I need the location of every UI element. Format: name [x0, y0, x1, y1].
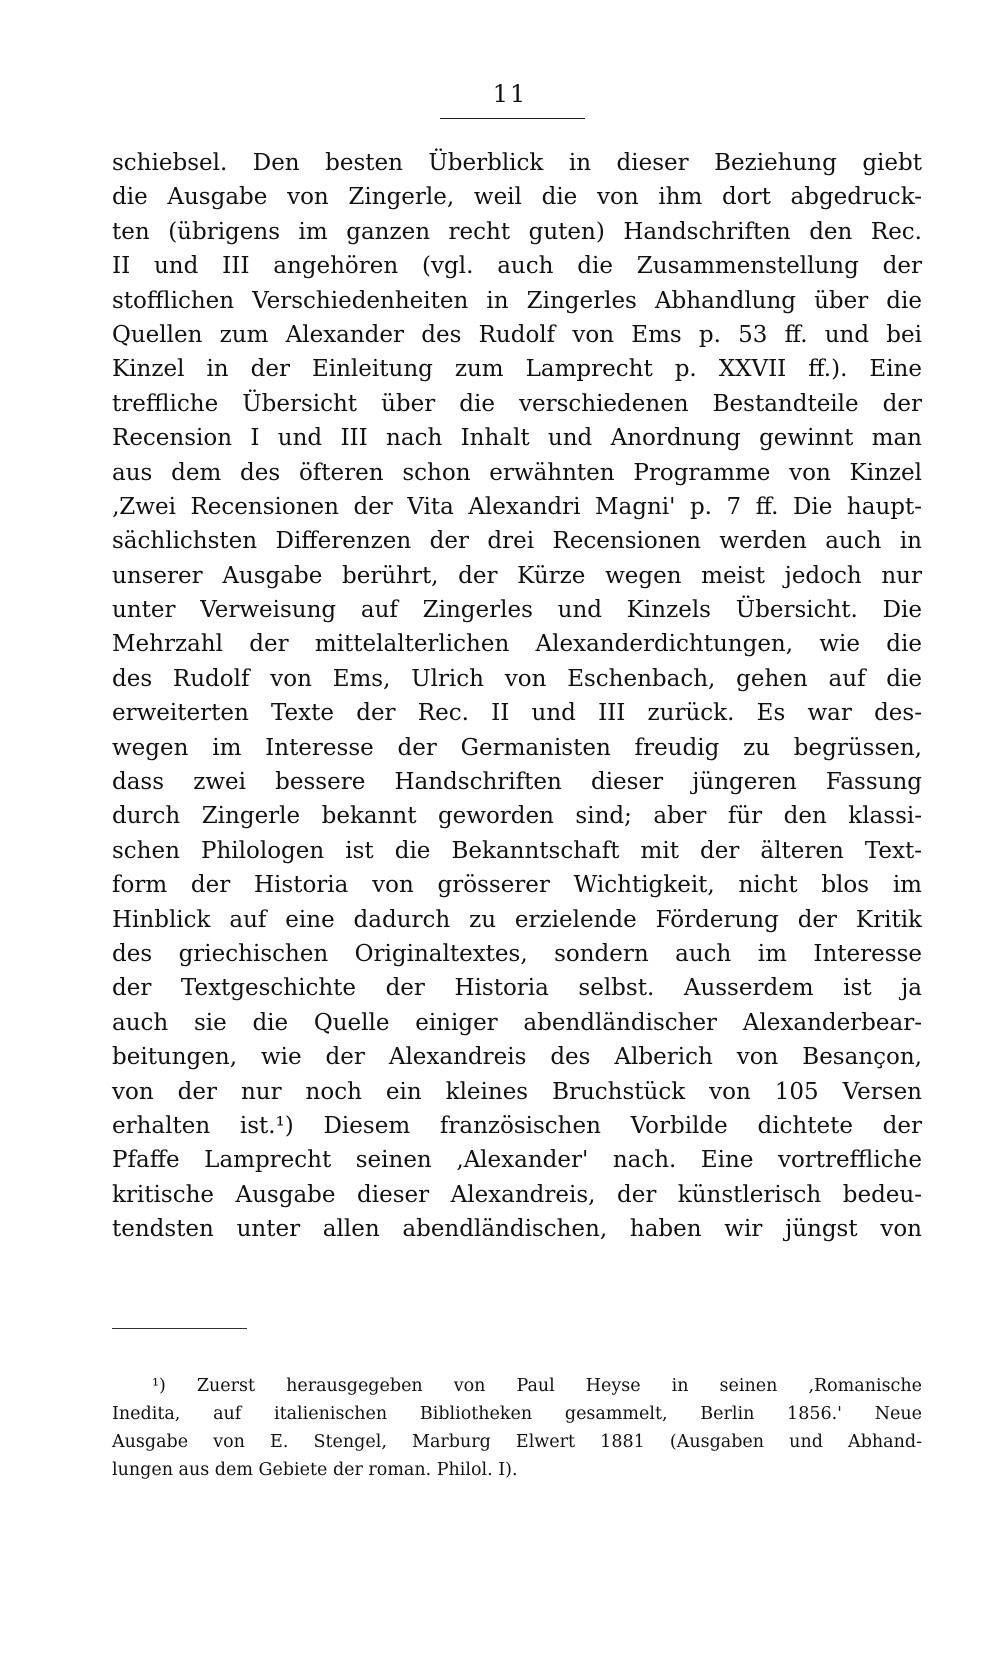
- text-line: form der Historia von grösserer Wichtigkeit, nicht blos im: [112, 872, 922, 899]
- text-line: der Textgeschichte der Historia selbst. Ausserdem ist ja: [112, 975, 922, 1002]
- footnote-line: Inedita, auf italienischen Bibliotheken gesammelt, Berlin 1856.' Neue: [112, 1404, 922, 1424]
- text-line: dass zwei bessere Handschriften dieser jüngeren Fassung: [112, 769, 922, 796]
- text-line: aus dem des öfteren schon erwähnten Programme von Kinzel: [112, 459, 922, 486]
- text-line: Pfaffe Lamprecht seinen ‚Alexander' nach. Eine vortreffliche: [112, 1147, 922, 1174]
- text-line: Hinblick auf eine dadurch zu erzielende Förderung der Kritik: [112, 906, 922, 933]
- footnote: [112, 1372, 922, 1484]
- text-line: Quellen zum Alexander des Rudolf von Ems p. 53 ff. und bei: [112, 321, 922, 348]
- text-line: Recension I und III nach Inhalt und Anordnung gewinnt man: [112, 425, 922, 452]
- text-line: unter Verweisung auf Zingerles und Kinzels Übersicht. Die: [112, 597, 922, 624]
- text-line: schiebsel. Den besten Überblick in dieser Beziehung giebt: [112, 150, 922, 176]
- text-line: auch sie die Quelle einiger abendländischer Alexanderbear-: [112, 1009, 922, 1036]
- text-line: unserer Ausgabe berührt, der Kürze wegen meist jedoch nur: [112, 562, 922, 589]
- text-line: schen Philologen ist die Bekanntschaft mit der älteren Text-: [112, 837, 922, 864]
- text-line: stofflichen Verschiedenheiten in Zingerles Abhandlung über die: [112, 287, 922, 314]
- text-line: des Rudolf von Ems, Ulrich von Eschenbach, gehen auf die: [112, 665, 922, 692]
- text-line: sächlichsten Differenzen der drei Recensionen werden auch in: [112, 528, 922, 555]
- text-line: II und III angehören (vgl. auch die Zusammenstellung der: [112, 253, 922, 280]
- footnote-line: Ausgabe von E. Stengel, Marburg Elwert 1881 (Ausgaben und Abhand-: [112, 1432, 922, 1452]
- text-line: durch Zingerle bekannt geworden sind; aber für den klassi-: [112, 803, 922, 830]
- text-line: kritische Ausgabe dieser Alexandreis, der künstlerisch bedeu-: [112, 1181, 922, 1208]
- text-line: die Ausgabe von Zingerle, weil die von ihm dort abgedruck-: [112, 184, 922, 211]
- text-line: tendsten unter allen abendländischen, haben wir jüngst von: [112, 1216, 922, 1243]
- footnote-line: lungen aus dem Gebiete der roman. Philol. I).: [112, 1460, 518, 1480]
- page-number: 11: [492, 80, 528, 108]
- body-text: [112, 146, 922, 1247]
- text-line: ten (übrigens im ganzen recht guten) Handschriften den Rec.: [112, 218, 922, 245]
- text-line: wegen im Interesse der Germanisten freudig zu begrüssen,: [112, 734, 922, 761]
- footnote-line: ¹) Zuerst herausgegeben von Paul Heyse in seinen ‚Romanische: [152, 1376, 922, 1396]
- text-line: von der nur noch ein kleines Bruchstück von 105 Versen: [112, 1078, 922, 1105]
- header-rule: [440, 118, 585, 119]
- text-line: treffliche Übersicht über die verschiedenen Bestandteile der: [112, 390, 922, 417]
- text-line: ‚Zwei Recensionen der Vita Alexandri Magni' p. 7 ff. Die haupt-: [112, 493, 922, 520]
- text-line: erhalten ist.¹) Diesem französischen Vorbilde dichtete der: [112, 1112, 922, 1139]
- text-line: des griechischen Originaltextes, sondern auch im Interesse: [112, 940, 922, 967]
- text-line: beitungen, wie der Alexandreis des Alberich von Besançon,: [112, 1044, 922, 1071]
- text-line: Kinzel in der Einleitung zum Lamprecht p. XXVII ff.). Eine: [112, 356, 922, 383]
- text-line: Mehrzahl der mittelalterlichen Alexanderdichtungen, wie die: [112, 631, 922, 658]
- footnote-rule: [112, 1328, 247, 1329]
- text-line: erweiterten Texte der Rec. II und III zurück. Es war des-: [112, 700, 922, 727]
